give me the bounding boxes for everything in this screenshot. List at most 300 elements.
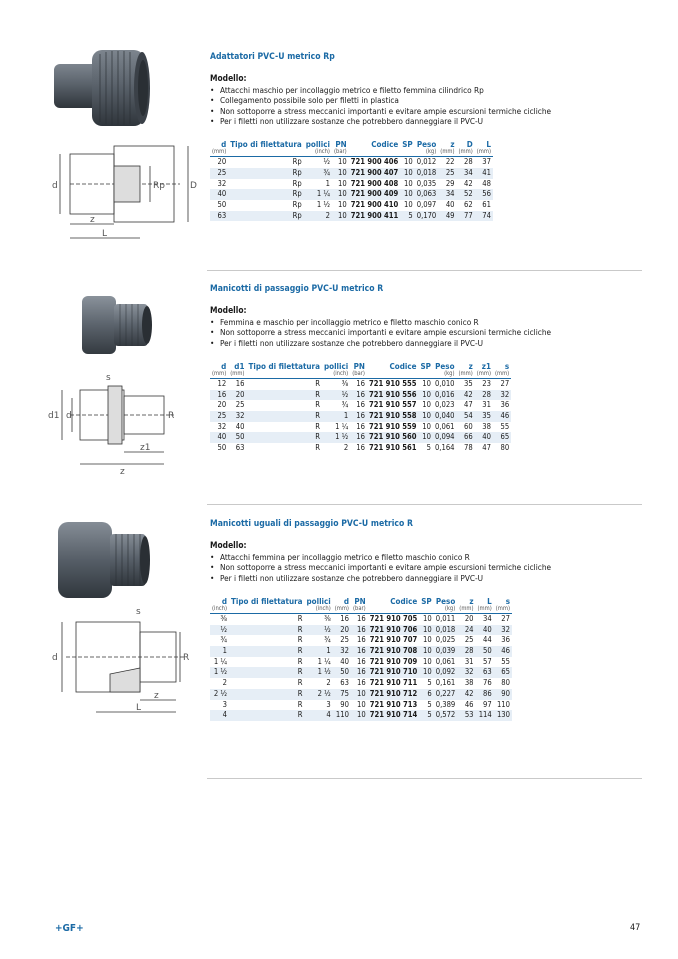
table-cell: 32 bbox=[333, 646, 351, 657]
column-header bbox=[419, 597, 433, 614]
table-cell: 40 bbox=[235, 421, 245, 431]
column-header-label: d bbox=[343, 596, 349, 606]
column-unit: (mm) bbox=[212, 149, 227, 156]
table-cell: R bbox=[246, 411, 322, 422]
table-row bbox=[210, 646, 512, 657]
table-cell: 61 bbox=[482, 200, 491, 209]
product-photo-reducing-socket bbox=[48, 290, 158, 360]
column-header-label: d bbox=[221, 140, 227, 150]
feature-item: • Non sottoporre a stress meccanici importanti e evitare ampie escursioni termiche cicliche bbox=[210, 106, 590, 116]
table-cell: 2 bbox=[304, 211, 332, 222]
column-header bbox=[493, 362, 511, 379]
table-cell: Rp bbox=[228, 211, 304, 222]
table-cell: 2 bbox=[222, 678, 227, 688]
table-cell: 114 bbox=[476, 710, 494, 721]
table-cell: 0,389 bbox=[435, 699, 456, 709]
table-cell: 16 bbox=[351, 625, 368, 636]
column-header-label: Peso bbox=[435, 596, 456, 606]
table-cell: 25 bbox=[210, 411, 228, 422]
table-cell: 34 bbox=[483, 613, 492, 623]
feature-item: • Collegamento possibile solo per filetti in plastica bbox=[210, 95, 590, 105]
column-header bbox=[246, 362, 322, 379]
dim-label: z1 bbox=[140, 443, 151, 453]
feature-list bbox=[210, 552, 590, 583]
table-cell: 0,011 bbox=[435, 613, 456, 623]
table-cell: 5 bbox=[400, 211, 414, 222]
table-cell: 50 bbox=[217, 443, 227, 453]
table-cell: 16 bbox=[210, 390, 228, 401]
table-cell: 10 bbox=[419, 646, 433, 657]
table-cell: 0,012 bbox=[416, 157, 437, 167]
column-header-label: pollici bbox=[323, 361, 349, 371]
table-cell: 32 bbox=[457, 667, 475, 678]
table-cell: R bbox=[297, 613, 303, 623]
column-header-label: Codice bbox=[371, 140, 399, 150]
table-cell: 55 bbox=[500, 421, 510, 431]
table-row bbox=[210, 211, 493, 222]
table-cell: 42 bbox=[457, 689, 475, 700]
table-cell: ¾ bbox=[304, 168, 332, 179]
table-cell: 22 bbox=[445, 157, 455, 167]
product-code-cell: 721 910 559 bbox=[368, 421, 417, 431]
table-row bbox=[210, 625, 512, 636]
table-cell: 130 bbox=[494, 710, 512, 721]
table-cell: 16 bbox=[356, 421, 365, 431]
table-cell: 16 bbox=[357, 678, 366, 688]
feature-list bbox=[210, 85, 590, 126]
dim-label: d bbox=[66, 411, 72, 421]
table-cell: 10 bbox=[419, 667, 433, 678]
section-divider bbox=[207, 504, 642, 505]
product-code-cell: 721 910 710 bbox=[369, 667, 418, 677]
table-row bbox=[210, 422, 511, 433]
column-header bbox=[210, 362, 228, 379]
table-cell: 0,161 bbox=[435, 678, 456, 688]
table-cell: 40 bbox=[210, 432, 228, 443]
dim-label: R bbox=[168, 411, 175, 421]
table-cell: R bbox=[229, 667, 305, 678]
table-cell: R bbox=[229, 710, 305, 721]
table-cell: R bbox=[297, 699, 303, 709]
table-cell: 66 bbox=[457, 432, 475, 443]
table-cell: 10 bbox=[422, 400, 431, 410]
column-unit: (inch) bbox=[333, 370, 349, 377]
column-unit: (mm) bbox=[459, 605, 474, 612]
table-cell: 20 bbox=[217, 157, 227, 167]
table-cell: 10 bbox=[418, 432, 432, 443]
table-cell: 62 bbox=[464, 200, 473, 209]
product-photo-adapter bbox=[48, 44, 158, 134]
modello-label: Modello: bbox=[210, 305, 247, 315]
table-cell: 52 bbox=[457, 189, 475, 200]
table-cell: 28 bbox=[475, 390, 493, 401]
column-header bbox=[367, 362, 419, 379]
table-cell: Rp bbox=[228, 189, 304, 200]
table-cell: Rp bbox=[228, 168, 304, 179]
table-cell: 78 bbox=[464, 443, 473, 453]
table-row bbox=[210, 667, 512, 678]
column-header bbox=[475, 362, 493, 379]
product-code-cell: 721 900 407 bbox=[350, 167, 399, 177]
column-unit: (mm) bbox=[458, 370, 473, 377]
table-row bbox=[210, 411, 511, 422]
table-cell: 97 bbox=[483, 699, 492, 709]
column-header-label: Codice bbox=[389, 361, 417, 371]
table-cell: 27 bbox=[500, 378, 510, 388]
table-cell: ⅜ bbox=[220, 613, 227, 623]
column-header bbox=[457, 597, 475, 614]
table-cell: 0,227 bbox=[435, 688, 456, 698]
table-cell: 24 bbox=[457, 625, 475, 636]
column-header-label: z bbox=[469, 596, 474, 606]
section-divider bbox=[207, 270, 642, 271]
table-row bbox=[210, 157, 493, 168]
table-cell: 48 bbox=[482, 178, 491, 188]
table-row bbox=[210, 689, 512, 700]
table-cell: 40 bbox=[475, 432, 493, 443]
dim-label: R bbox=[183, 653, 190, 663]
table-cell: 49 bbox=[438, 211, 456, 222]
column-header-label: d1 bbox=[234, 361, 245, 371]
table-row bbox=[210, 613, 512, 624]
table-cell: Rp bbox=[292, 157, 302, 167]
table-cell: Rp bbox=[292, 200, 302, 209]
table-cell: ¾ bbox=[341, 400, 349, 410]
table-cell: 25 bbox=[464, 635, 474, 645]
table-cell: 4 bbox=[305, 710, 333, 721]
column-header-label: PN bbox=[335, 140, 347, 150]
dim-label: d1 bbox=[48, 411, 60, 421]
table-cell: R bbox=[229, 646, 305, 657]
column-header-label: SP bbox=[421, 596, 432, 606]
table-cell: ⅜ bbox=[341, 378, 349, 388]
column-header-label: d bbox=[221, 361, 227, 371]
dim-label: z bbox=[90, 215, 95, 225]
table-cell: 56 bbox=[475, 189, 493, 200]
column-header-label: Tipo di filettatura bbox=[230, 140, 302, 150]
column-unit: (mm) bbox=[476, 149, 491, 156]
column-unit: (kg) bbox=[444, 370, 455, 377]
column-header-label: PN bbox=[353, 361, 365, 371]
table-cell: 2 bbox=[343, 443, 349, 453]
column-header bbox=[475, 140, 493, 157]
table-cell: 63 bbox=[210, 211, 228, 222]
table-cell: ½ bbox=[322, 390, 350, 401]
product-code-cell: 721 910 557 bbox=[368, 400, 417, 410]
table-cell: 110 bbox=[333, 710, 351, 721]
table-cell: 47 bbox=[464, 400, 473, 410]
column-header bbox=[305, 597, 333, 614]
column-unit: (mm) bbox=[212, 370, 227, 377]
table-cell: 34 bbox=[438, 189, 456, 200]
column-header-label: L bbox=[486, 140, 491, 150]
column-header-label: Peso bbox=[435, 361, 455, 371]
column-unit: (mm) bbox=[476, 370, 491, 377]
table-cell: 5 bbox=[427, 699, 432, 709]
table-cell: 25 bbox=[438, 168, 456, 179]
table-cell: ½ bbox=[323, 157, 330, 167]
column-header-label: SP bbox=[402, 140, 413, 150]
column-header-label: pollici bbox=[306, 596, 331, 606]
column-header-label: Tipo di filettatura bbox=[248, 361, 320, 371]
column-header bbox=[438, 140, 456, 157]
column-header-label: z bbox=[450, 140, 455, 150]
table-cell: 28 bbox=[457, 646, 475, 657]
feature-item: • Per i filetti non utilizzare sostanze che potrebbero danneggiare il PVC-U bbox=[210, 573, 590, 583]
dim-label: L bbox=[136, 703, 142, 713]
table-cell: 40 bbox=[340, 656, 349, 666]
table-cell: 10 bbox=[404, 157, 413, 167]
table-cell: 0,170 bbox=[416, 210, 437, 220]
column-unit bbox=[369, 371, 417, 378]
column-unit: (mm) bbox=[494, 370, 510, 377]
table-cell: 10 bbox=[351, 710, 368, 721]
product-code-cell: 721 910 714 bbox=[369, 710, 418, 720]
product-code-cell: 721 900 408 bbox=[350, 178, 399, 188]
dim-label: s bbox=[106, 373, 111, 383]
feature-item: • Non sottoporre a stress meccanici importanti e evitare ampie escursioni termiche cicliche bbox=[210, 327, 590, 337]
table-cell: 10 bbox=[422, 378, 431, 388]
table-cell: 46 bbox=[464, 699, 474, 709]
table-cell: 50 bbox=[217, 200, 227, 209]
table-cell: 16 bbox=[357, 656, 366, 666]
feature-item: • Per i filetti non utilizzare sostanze che potrebbero danneggiare il PVC-U bbox=[210, 116, 590, 126]
table-cell: 10 bbox=[332, 211, 349, 222]
table-cell: R bbox=[229, 625, 305, 636]
table-cell: 16 bbox=[350, 432, 367, 443]
table-cell: 41 bbox=[475, 168, 493, 179]
column-header bbox=[434, 597, 458, 614]
product-code-cell: 721 910 711 bbox=[369, 678, 418, 688]
column-unit: (inch) bbox=[212, 605, 227, 612]
table-cell: 6 bbox=[419, 689, 433, 700]
column-header bbox=[476, 597, 494, 614]
table-cell: 32 bbox=[494, 625, 512, 636]
column-header bbox=[304, 140, 332, 157]
product-code-cell: 721 900 409 bbox=[350, 189, 399, 199]
column-unit: (kg) bbox=[444, 605, 456, 612]
product-code-cell: 721 910 556 bbox=[368, 389, 417, 399]
table-cell: R bbox=[315, 421, 320, 431]
table-cell: 1 ¼ bbox=[317, 656, 331, 666]
section-content bbox=[210, 52, 590, 221]
table-cell: 16 bbox=[356, 443, 365, 453]
feature-item: • Femmina e maschio per incollaggio metrico e filetto maschio conico R bbox=[210, 317, 590, 327]
column-header bbox=[457, 362, 475, 379]
table-cell: 2 ½ bbox=[210, 689, 229, 700]
table-cell: 63 bbox=[340, 678, 349, 688]
column-header-label: s bbox=[505, 596, 510, 606]
column-header-label: s bbox=[504, 361, 510, 371]
table-cell: 0,016 bbox=[434, 389, 455, 399]
feature-item: • Non sottoporre a stress meccanici importanti e evitare ampie escursioni termiche cicliche bbox=[210, 562, 590, 572]
table-cell: 10 bbox=[419, 625, 433, 636]
table-cell: 44 bbox=[483, 635, 492, 645]
column-header bbox=[210, 597, 229, 614]
table-row bbox=[210, 635, 512, 646]
table-cell: 32 bbox=[493, 390, 511, 401]
column-header-label: z bbox=[468, 361, 473, 371]
table-cell: R bbox=[246, 390, 322, 401]
table-cell: R bbox=[229, 689, 305, 700]
column-header bbox=[228, 140, 304, 157]
table-cell: 5 bbox=[427, 678, 432, 688]
table-cell: 0,164 bbox=[434, 443, 455, 453]
table-cell: 25 bbox=[235, 400, 245, 410]
table-row bbox=[210, 168, 493, 179]
column-unit: (bar) bbox=[352, 605, 366, 612]
table-cell: 0,061 bbox=[435, 656, 456, 666]
table-cell: 0,023 bbox=[434, 400, 455, 410]
feature-list bbox=[210, 317, 590, 348]
table-cell: 34 bbox=[457, 168, 475, 179]
table-cell: 1 ½ bbox=[322, 432, 350, 443]
table-cell: 10 bbox=[338, 157, 347, 167]
table-cell: 50 bbox=[228, 432, 246, 443]
table-row bbox=[210, 710, 512, 721]
table-cell: 1 ½ bbox=[210, 667, 229, 678]
column-header bbox=[368, 597, 420, 614]
dim-label: z bbox=[154, 691, 159, 701]
table-cell: 27 bbox=[501, 613, 510, 623]
table-cell: 1 ¼ bbox=[213, 656, 227, 666]
table-cell: 1 ½ bbox=[316, 200, 330, 209]
table-cell: ¾ bbox=[220, 635, 227, 645]
table-cell: 20 bbox=[464, 613, 474, 623]
table-cell: 53 bbox=[457, 710, 475, 721]
table-cell: 10 bbox=[404, 178, 413, 188]
modello-label: Modello: bbox=[210, 540, 247, 550]
table-cell: 10 bbox=[423, 635, 432, 645]
table-cell: 10 bbox=[423, 613, 432, 623]
column-header bbox=[228, 362, 246, 379]
table-cell: 10 bbox=[400, 168, 414, 179]
column-unit: (inch) bbox=[314, 149, 330, 156]
table-row bbox=[210, 400, 511, 411]
table-cell: 36 bbox=[501, 635, 510, 645]
table-cell: 77 bbox=[457, 211, 475, 222]
table-cell: 0,025 bbox=[435, 635, 456, 645]
table-cell: 65 bbox=[494, 667, 512, 678]
column-header bbox=[433, 362, 457, 379]
table-cell: 10 bbox=[423, 656, 432, 666]
table-cell: 10 bbox=[422, 421, 431, 431]
table-cell: 29 bbox=[445, 178, 455, 188]
product-code-cell: 721 900 411 bbox=[350, 210, 399, 220]
table-row bbox=[210, 390, 511, 401]
column-unit: (kg) bbox=[425, 149, 437, 156]
table-cell: 20 bbox=[217, 400, 227, 410]
table-cell: 75 bbox=[333, 689, 351, 700]
table-cell: 40 bbox=[210, 189, 228, 200]
table-cell: 0,040 bbox=[434, 411, 455, 420]
gf-logo: +GF+ bbox=[55, 923, 84, 934]
table-cell: 46 bbox=[493, 411, 511, 422]
table-cell: 0,094 bbox=[434, 432, 455, 442]
table-cell: 54 bbox=[457, 411, 475, 422]
section-divider bbox=[207, 778, 642, 779]
table-cell: 10 bbox=[332, 189, 349, 200]
table-row bbox=[210, 189, 493, 200]
table-cell: 46 bbox=[494, 646, 512, 657]
dim-label: d bbox=[52, 653, 58, 663]
table-cell: 4 bbox=[210, 710, 229, 721]
column-header bbox=[494, 597, 512, 614]
table-cell: 31 bbox=[482, 400, 491, 410]
technical-drawing-equal-socket bbox=[40, 604, 200, 719]
table-row bbox=[210, 179, 493, 190]
technical-drawing-reducing-socket bbox=[40, 368, 200, 478]
table-cell: 16 bbox=[356, 400, 365, 410]
column-unit bbox=[351, 149, 399, 156]
column-unit bbox=[420, 371, 430, 378]
section-title: Adattatori PVC-U metrico Rp bbox=[210, 52, 335, 62]
column-unit: (mm) bbox=[477, 605, 492, 612]
table-cell: ¾ bbox=[324, 635, 331, 645]
column-unit: (mm) bbox=[334, 605, 349, 612]
table-row bbox=[210, 678, 512, 689]
section-content bbox=[210, 519, 590, 721]
table-cell: 36 bbox=[500, 400, 510, 410]
column-header bbox=[229, 597, 305, 614]
product-code-cell: 721 910 705 bbox=[369, 613, 418, 623]
product-code-cell: 721 910 707 bbox=[369, 635, 418, 645]
column-header-label: L bbox=[487, 596, 492, 606]
feature-item: • Attacchi maschio per incollaggio metrico e filetto femmina cilindrico Rp bbox=[210, 85, 590, 95]
spec-table bbox=[210, 597, 512, 721]
table-cell: 16 bbox=[351, 667, 368, 678]
table-cell: 1 ½ bbox=[305, 667, 333, 678]
table-cell: 65 bbox=[493, 432, 511, 443]
product-code-cell: 721 900 410 bbox=[350, 200, 399, 209]
column-unit: (mm) bbox=[230, 370, 245, 377]
table-row bbox=[210, 200, 493, 211]
column-header-label: Codice bbox=[390, 596, 418, 606]
table-cell: 90 bbox=[340, 699, 349, 709]
table-row bbox=[210, 432, 511, 443]
table-cell: 10 bbox=[418, 390, 432, 401]
table-cell: 74 bbox=[475, 211, 493, 222]
table-cell: 16 bbox=[350, 411, 367, 422]
table-cell: 1 bbox=[305, 646, 333, 657]
table-cell: 10 bbox=[332, 168, 349, 179]
table-cell: 0,092 bbox=[435, 667, 456, 677]
section-title: Manicotti uguali di passaggio PVC-U metrico R bbox=[210, 519, 413, 529]
table-cell: 2 ½ bbox=[305, 689, 333, 700]
table-cell: 1 ¼ bbox=[335, 421, 349, 431]
table-cell: ⅜ bbox=[324, 613, 331, 623]
column-unit: (mm) bbox=[458, 149, 473, 156]
column-unit bbox=[402, 149, 412, 156]
product-code-cell: 721 910 706 bbox=[369, 624, 418, 634]
table-row bbox=[210, 443, 511, 454]
table-cell: 16 bbox=[356, 378, 365, 388]
column-header bbox=[351, 597, 368, 614]
table-cell: 42 bbox=[464, 178, 473, 188]
table-cell: 80 bbox=[500, 443, 510, 453]
table-cell: 3 bbox=[222, 699, 227, 709]
column-header-label: pollici bbox=[305, 140, 330, 150]
table-row bbox=[210, 700, 512, 711]
column-header bbox=[457, 140, 475, 157]
table-cell: 10 bbox=[418, 411, 432, 422]
table-cell: R bbox=[315, 400, 320, 410]
table-cell: R bbox=[315, 443, 320, 453]
column-unit bbox=[231, 606, 303, 613]
table-cell: 55 bbox=[501, 656, 510, 666]
table-cell: 47 bbox=[482, 443, 491, 453]
column-unit: (bar) bbox=[333, 149, 347, 156]
